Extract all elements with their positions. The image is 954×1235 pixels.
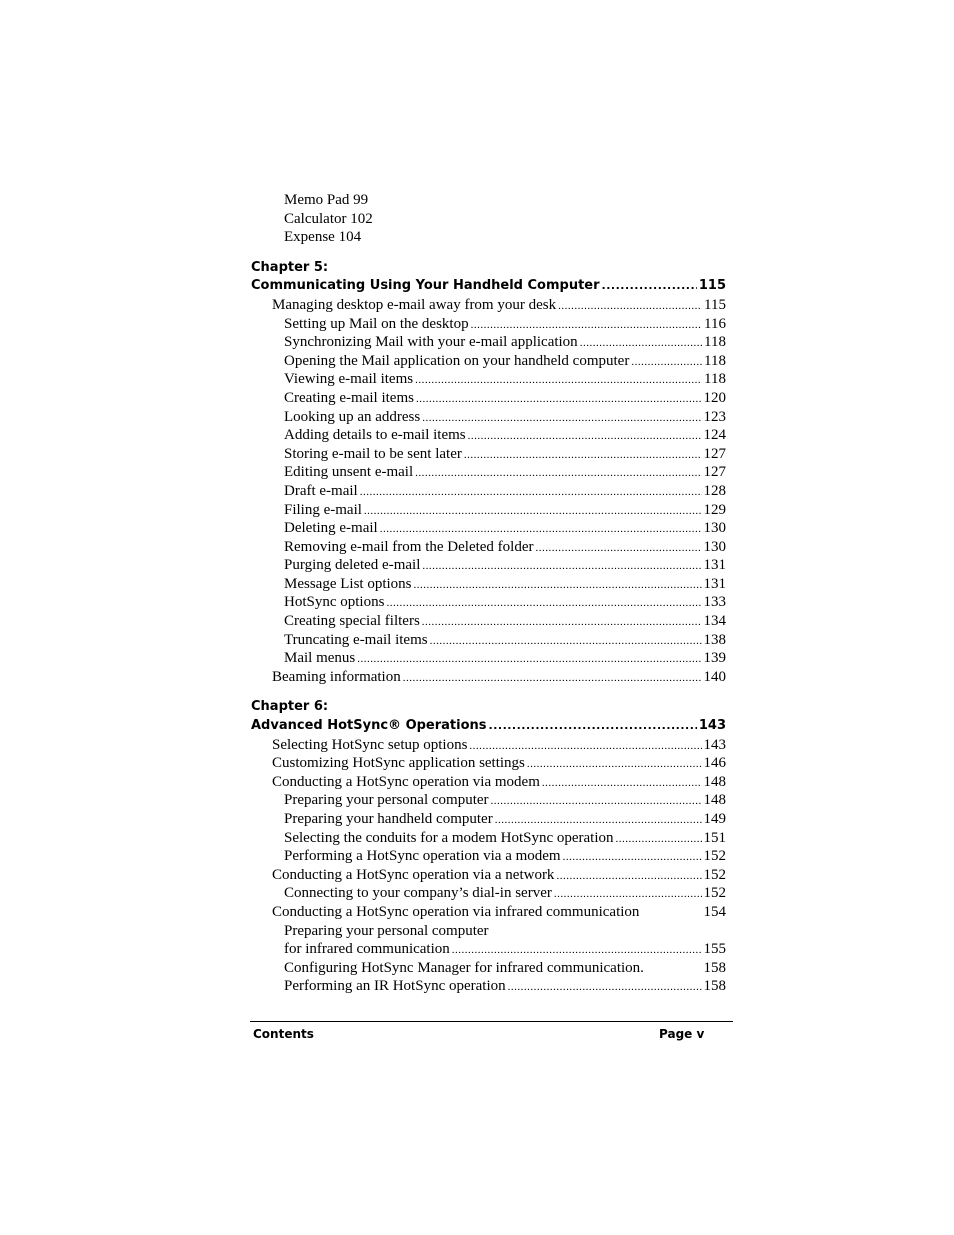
toc-entry[interactable]	[251, 736, 726, 755]
leader-dots	[471, 316, 702, 335]
toc-entry[interactable]	[251, 866, 726, 885]
leader-dots	[469, 737, 701, 756]
entry-title: HotSync options	[284, 594, 385, 611]
page-number: 128	[703, 482, 726, 499]
toc-entry[interactable]	[251, 352, 726, 371]
page-number: 149	[703, 811, 726, 827]
entry-title: Deleting e-mail	[284, 520, 378, 537]
page-number: 140	[703, 668, 726, 685]
leader-dots	[556, 867, 701, 886]
page-number: 116	[704, 315, 726, 332]
leader-dots	[554, 885, 702, 904]
toc-entry-first-line[interactable]: Preparing your personal computer	[284, 922, 489, 939]
toc-entry[interactable]	[251, 333, 726, 352]
page-number: 143	[703, 736, 726, 753]
entry-title: Creating e-mail items	[284, 389, 414, 406]
leader-dots	[536, 539, 702, 558]
chapter-label: Chapter 6:	[251, 699, 329, 715]
page-number: 127	[703, 464, 726, 481]
toc-entry[interactable]	[251, 426, 726, 445]
entry-title: Preparing your handheld computer	[284, 811, 493, 827]
entry-title: Selecting HotSync setup options	[272, 736, 468, 753]
page-number: 130	[703, 520, 726, 537]
toc-item: Expense 104	[284, 229, 362, 246]
entry-title: Truncating e-mail items	[284, 631, 428, 648]
page-number: 151	[703, 829, 726, 846]
page-number: 158	[703, 959, 726, 976]
page-number: 152	[703, 866, 726, 883]
leader-dots	[558, 297, 702, 316]
chapter-title-entry[interactable]	[251, 277, 726, 296]
toc-entry[interactable]	[251, 649, 726, 668]
entry-title: Filing e-mail	[284, 501, 362, 518]
leader-dots	[422, 613, 702, 632]
entry-title: for infrared communication	[284, 941, 450, 958]
page-number: 146	[703, 755, 726, 772]
page-number: 154	[703, 903, 726, 920]
entry-title: Performing an IR HotSync operation	[284, 978, 506, 995]
toc-entry[interactable]	[251, 315, 726, 334]
page-number: 158	[703, 978, 726, 995]
leader-dots	[563, 848, 702, 867]
entry-title: Setting up Mail on the desktop	[284, 315, 469, 332]
entry-title: Opening the Mail application on your handheld computer	[284, 352, 630, 369]
toc-entry[interactable]	[251, 612, 726, 631]
entry-title: Purging deleted e-mail	[284, 557, 421, 574]
leader-dots	[386, 594, 701, 613]
footer-divider	[250, 1021, 733, 1022]
entry-title: Conducting a HotSync operation via modem	[272, 773, 540, 790]
toc-entry[interactable]	[251, 977, 726, 996]
page-number: 139	[703, 650, 726, 667]
toc-entry[interactable]	[251, 668, 726, 687]
page-number: 148	[703, 792, 726, 809]
page-number: 124	[703, 427, 726, 444]
page-number: 143	[698, 718, 726, 734]
leader-dots	[631, 353, 702, 372]
leader-dots	[489, 717, 697, 736]
page-number: 118	[704, 371, 726, 388]
entry-title: Adding details to e-mail items	[284, 427, 466, 444]
leader-dots	[464, 446, 702, 465]
page-number: 131	[703, 575, 726, 592]
entry-title: Synchronizing Mail with your e-mail application	[284, 334, 578, 351]
page-number: 120	[703, 389, 726, 406]
page-number: 152	[703, 885, 726, 902]
leader-dots	[527, 755, 702, 774]
page-number: 133	[703, 594, 726, 611]
leader-dots	[415, 371, 702, 390]
leader-dots	[602, 277, 697, 296]
toc-entry[interactable]	[251, 519, 726, 538]
page-number: 115	[704, 296, 726, 313]
entry-title: Storing e-mail to be sent later	[284, 445, 462, 462]
page-number: 155	[703, 941, 726, 958]
leader-dots	[495, 811, 702, 830]
toc-entry[interactable]	[251, 482, 726, 501]
leader-dots	[364, 502, 702, 521]
toc-entry[interactable]	[251, 791, 726, 810]
chapter-title-entry[interactable]	[251, 717, 726, 736]
entry-title: Viewing e-mail items	[284, 371, 414, 388]
toc-entry[interactable]	[251, 463, 726, 482]
chapter-title: Communicating Using Your Handheld Computer	[251, 278, 600, 294]
leader-dots	[422, 409, 701, 428]
leader-dots	[416, 390, 702, 409]
page-number: 148	[703, 773, 726, 790]
page-number: 118	[704, 334, 726, 351]
toc-item: Memo Pad 99	[284, 192, 369, 208]
toc-entry[interactable]	[251, 408, 726, 427]
leader-dots	[616, 830, 702, 849]
footer-page-number: Page v	[659, 1027, 705, 1041]
toc-entry[interactable]	[251, 829, 726, 848]
chapter-title: Advanced HotSync® Operations	[251, 718, 487, 734]
entry-title: Creating special filters	[284, 613, 420, 630]
leader-dots	[415, 464, 701, 483]
entry-title: Mail menus	[284, 650, 356, 667]
toc-entry[interactable]	[251, 296, 726, 315]
entry-title: Looking up an address	[284, 408, 421, 425]
table-of-contents	[251, 191, 726, 996]
chapter-label: Chapter 5:	[251, 259, 329, 275]
leader-dots	[430, 632, 702, 651]
leader-dots	[360, 483, 702, 502]
page-number: 131	[703, 557, 726, 574]
toc-entry[interactable]	[251, 538, 726, 557]
toc-entry[interactable]	[251, 389, 726, 408]
page-number: 127	[703, 445, 726, 462]
leader-dots	[380, 520, 702, 539]
toc-entry[interactable]	[251, 773, 726, 792]
leader-dots	[414, 576, 702, 595]
page-number: 115	[698, 278, 726, 294]
entry-title: Beaming information	[272, 668, 401, 685]
leader-dots	[508, 978, 702, 997]
entry-title: Editing unsent e-mail	[284, 464, 414, 481]
page-number: 138	[703, 631, 726, 648]
entry-title: Draft e-mail	[284, 482, 358, 499]
page-number: 134	[703, 613, 726, 630]
toc-entry[interactable]	[251, 903, 726, 922]
leader-dots	[452, 941, 702, 960]
entry-title: Conducting a HotSync operation via a network	[272, 866, 555, 883]
leader-dots	[357, 650, 701, 669]
leader-dots	[580, 334, 702, 353]
toc-entry[interactable]	[251, 593, 726, 612]
entry-title: Selecting the conduits for a modem HotSync operation	[284, 829, 614, 846]
leader-dots	[491, 792, 702, 811]
leader-dots	[542, 774, 702, 793]
leader-dots	[403, 669, 702, 688]
page-number: 152	[703, 848, 726, 865]
page-number: 123	[703, 408, 726, 425]
toc-entry[interactable]	[251, 556, 726, 575]
toc-entry[interactable]	[251, 370, 726, 389]
toc-entry[interactable]	[251, 847, 726, 866]
leader-dots	[422, 557, 701, 576]
entry-title: Configuring HotSync Manager for infrared communication.	[284, 959, 644, 976]
entry-title: Connecting to your company’s dial-in server	[284, 885, 552, 902]
toc-entry[interactable]	[251, 940, 726, 959]
toc-entry[interactable]	[251, 501, 726, 520]
entry-title: Performing a HotSync operation via a modem	[284, 848, 561, 865]
toc-entry[interactable]	[251, 810, 726, 829]
toc-entry[interactable]	[251, 575, 726, 594]
page-number: 118	[704, 352, 726, 369]
footer-section-title: Contents	[253, 1027, 314, 1041]
leader-dots	[468, 427, 702, 446]
page-number: 130	[703, 538, 726, 555]
entry-title: Conducting a HotSync operation via infrared communication	[272, 903, 640, 920]
entry-title: Message List options	[284, 575, 412, 592]
toc-entry[interactable]	[251, 631, 726, 650]
toc-entry[interactable]	[251, 754, 726, 773]
entry-title: Removing e-mail from the Deleted folder	[284, 538, 534, 555]
entry-title: Managing desktop e-mail away from your desk	[272, 296, 557, 313]
toc-item: Calculator 102	[284, 210, 373, 227]
toc-entry[interactable]	[251, 884, 726, 903]
entry-title: Customizing HotSync application settings	[272, 755, 525, 772]
entry-title: Preparing your personal computer	[284, 792, 489, 809]
toc-entry[interactable]	[251, 445, 726, 464]
toc-entry[interactable]	[251, 959, 726, 978]
page-number: 129	[703, 501, 726, 518]
